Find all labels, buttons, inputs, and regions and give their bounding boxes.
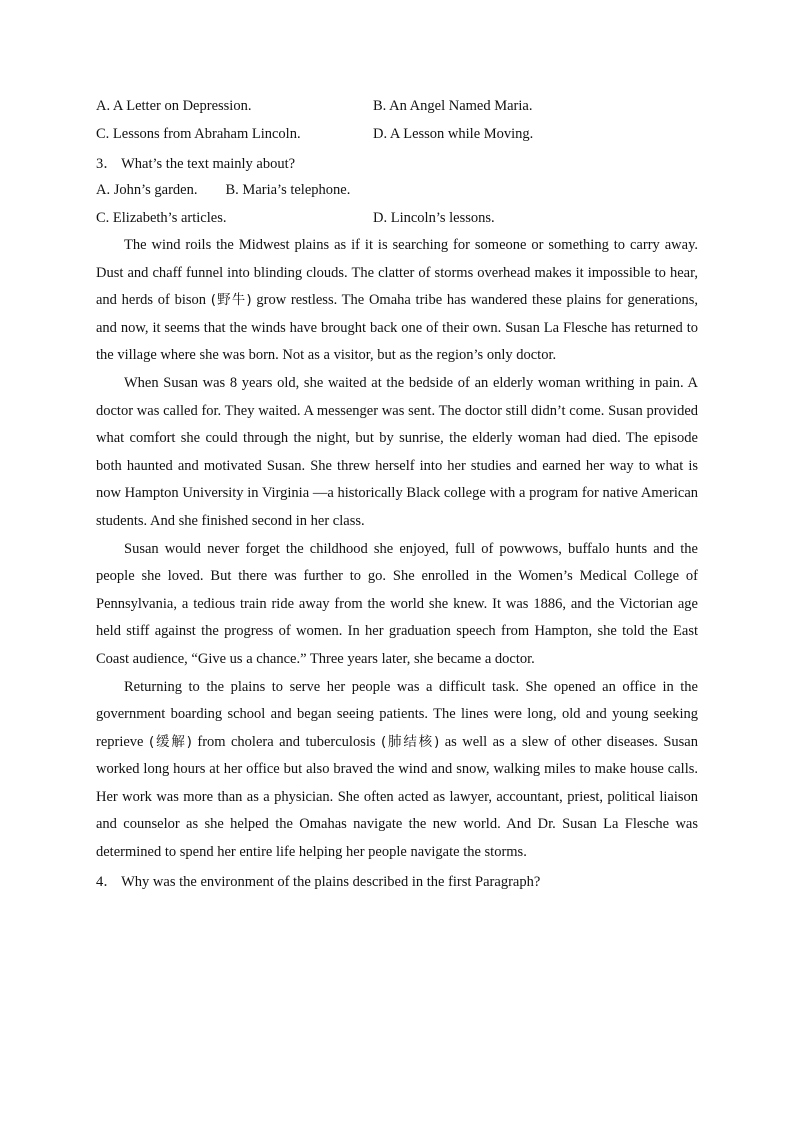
q3-option-b: B. Maria’s telephone. [225, 181, 351, 198]
q2-option-c: C. Lessons from Abraham Lincoln. [96, 125, 301, 142]
q4-question: 4． Why was the environment of the plains described in the first Paragraph? [96, 874, 541, 891]
q3-options-row-2 [96, 204, 698, 232]
q2-options-row-2 [96, 120, 698, 148]
q2-option-d: D. A Lesson while Moving. [373, 125, 534, 142]
q3-option-c: C. Elizabeth’s articles. [96, 209, 227, 226]
q2-option-a: A. A Letter on Depression. [96, 97, 252, 114]
gloss-reprieve: (缓解) [148, 733, 192, 750]
passage-paragraph-2: When Susan was 8 years old, she waited at the bedside of an elderly woman writhing in pain. A doctor was called for. They waited. A messenger was sent. The doctor still didn’t come. Susan provided what comfort she could through the night, but by sunrise, the elderly woman had died. The episode both haunted and motivated Susan. She threw herself into her studies and earned her way to what is now Hampton University in Virginia —a historically Black college with a program for native American students. And she finished second in her class. [96, 374, 698, 529]
q3-option-a: A. John’s garden. [96, 181, 198, 198]
passage-paragraph-1: The wind roils the Midwest plains as if it is searching for someone or something to carry away. Dust and chaff funnel into blinding clouds. The clatter of storms overhead makes it impossible to hear, and herds of bison (野牛) grow restless. The Omaha tribe has wandered these plains for generations, and now, it seems that the winds have brought back one of their own. Susan La Flesche has returned to the village where she was born. Not as a visitor, but as the region’s only doctor. [96, 237, 698, 364]
q3-options-row-1 [96, 176, 698, 204]
gloss-tuberculosis: (肺结核) [380, 733, 440, 750]
q3-option-d: D. Lincoln’s lessons. [373, 209, 495, 226]
document-page [96, 92, 698, 895]
q2-options-row-1 [96, 92, 698, 120]
q3-question: 3． What’s the text mainly about? [96, 155, 296, 172]
gloss-bison: (野牛) [210, 292, 252, 309]
passage-paragraph-3: Susan would never forget the childhood she enjoyed, full of powwows, buffalo hunts and the people she loved. But there was further to go. She enrolled in the Women’s Medical College of Pennsylvania, a tedious train ride away from the world she knew. It was 1886, and the Victorian age held stiff against the progress of women. In her graduation speech from Hampton, she told the East Coast audience, “Give us a chance.” Three years later, she became a doctor. [96, 540, 698, 667]
passage-paragraph-4: Returning to the plains to serve her people was a difficult task. She opened an office in the government boarding school and began seeing patients. The lines were long, old and young seeking reprieve (缓解) from cholera and tuberculosis (肺结核) as well as a slew of other diseases. Susan worked long hours at her office but also braved the wind and snow, walking miles to make house calls. Her work was more than as a physician. She often acted as lawyer, accountant, priest, political liaison and counselor as she helped the Omahas navigate the new world. And Dr. Susan La Flesche was determined to spend her entire life helping her people navigate the storms. [96, 678, 698, 861]
q2-option-b: B. An Angel Named Maria. [373, 97, 533, 114]
